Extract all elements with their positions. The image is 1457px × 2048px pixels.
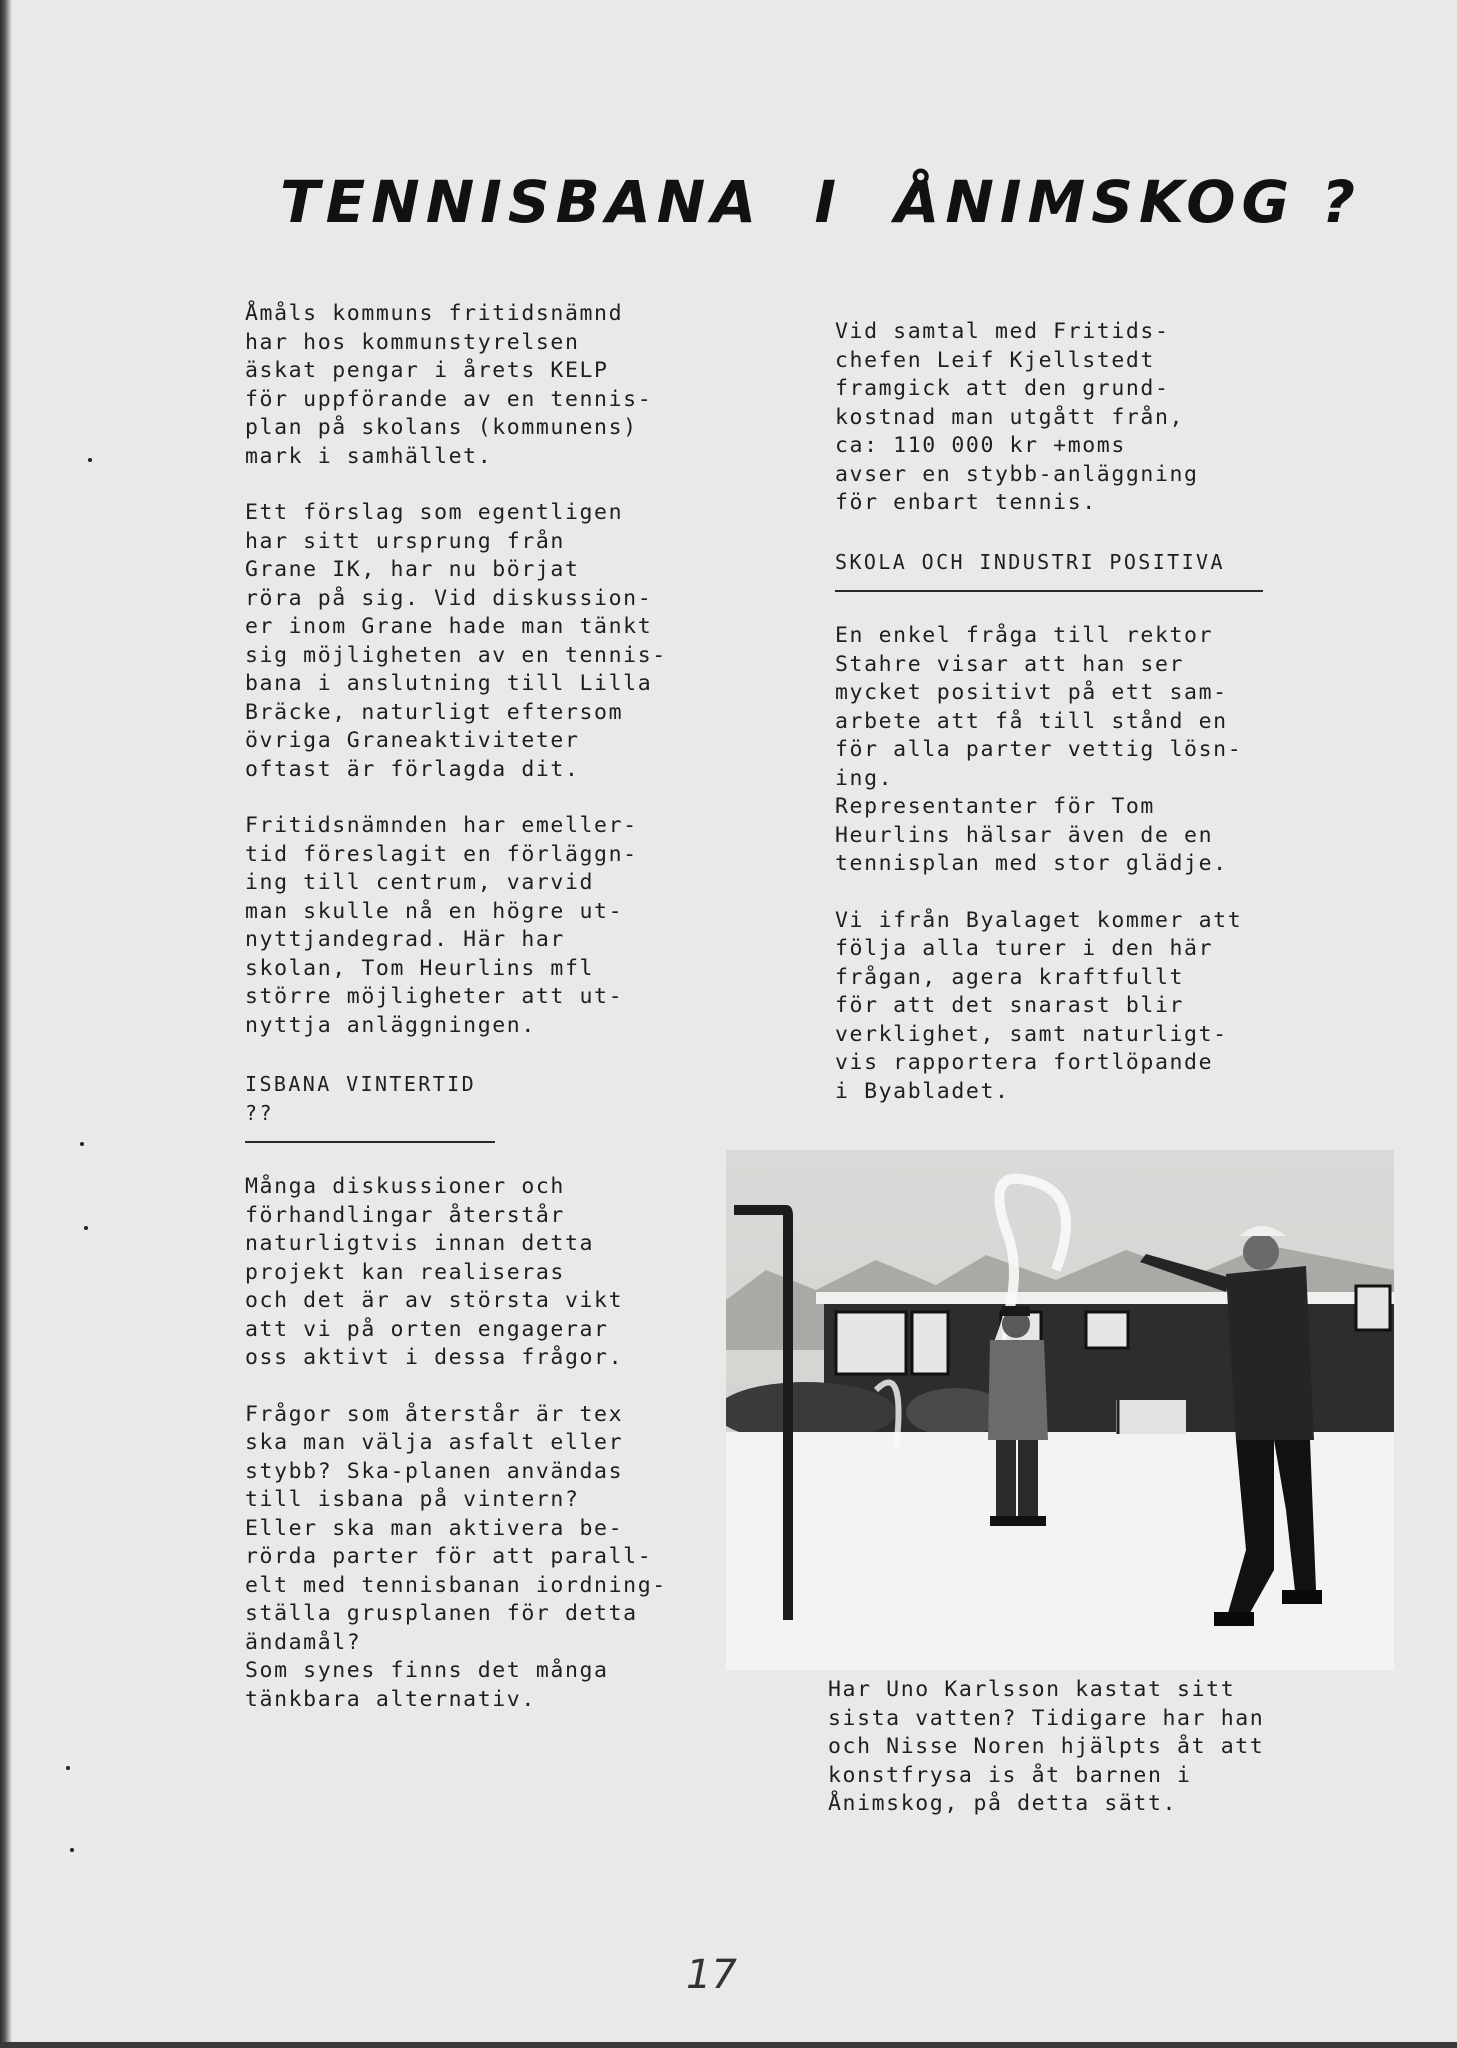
paragraph: Många diskussioner och förhandlingar återstår naturligtvis innan detta projekt kan realiseras och det är av största vikt att vi på orten engagerar oss aktivt i dessa frågor.: [245, 1174, 624, 1370]
paragraph: Vi ifrån Byalaget kommer att följa alla turer i den här frågan, agera kraftfullt för att det snarast blir verklighet, samt naturligt- vis rapportera fortlöpande i Byabladet.: [835, 907, 1243, 1104]
section-heading-isbana: ISBANA VINTERTID ??: [245, 1070, 495, 1143]
paragraph: En enkel fråga till rektor Stahre visar att han ser mycket positivt på ett sam- arbete att få till stånd en för alla parter vettig lösn- ing. Representanter för Tom Heurlins hälsar även de en tennisplan med stor glädje.: [835, 623, 1243, 876]
scan-speck: [70, 1848, 74, 1852]
scan-speck: [88, 458, 92, 462]
paragraph: Vid samtal med Fritids- chefen Leif Kjellstedt framgick att den grund- kostnad man utgått från, ca: 110 000 kr +moms avser en stybb-anläggning för enbart tennis.: [835, 319, 1199, 515]
paragraph: Frågor som återstår är tex ska man välja asfalt eller stybb? Ska-planen användas till isbana på vintern? Eller ska man aktivera be- rörda parter för att parall- elt med tennisbanan iordning- ställa grusplanen för detta ändamål? Som synes finns det många tänkbara alternativ.: [245, 1401, 667, 1712]
photo-caption: Har Uno Karlsson kastat sitt sista vatten? Tidigare har han och Nisse Noren hjälpts åt att konstfrysa is åt barnen i Ånimskog, på detta sätt.: [828, 1677, 1265, 1816]
left-column: [245, 300, 715, 1742]
page-bottom-edge: [0, 2042, 1457, 2048]
paragraph: Åmåls kommuns fritidsnämnd har hos kommunstyrelsen äskat pengar i årets KELP för uppförande av en tennis- plan på skolans (kommunens) mark i samhället.: [245, 301, 653, 469]
paragraph: Fritidsnämnden har emeller- tid föreslagit en förläggn- ing till centrum, varvid man skulle nå en högre ut- nyttjandegrad. Här har skolan, Tom Heurlins mfl större möjligheter att ut- nyttja anläggningen.: [245, 813, 638, 1038]
article-title: TENNISBANA I ÅNIMSKOG ?: [280, 168, 1361, 236]
section-heading-skola: SKOLA OCH INDUSTRI POSITIVA: [835, 548, 1263, 593]
paragraph: Ett förslag som egentligen har sitt ursprung från Grane IK, har nu börjat röra på sig. Vid diskussion- er inom Grane hade man tänkt sig möjligheten av en tennis- bana i anslutning till Lilla Bräcke, naturligt eftersom övriga Graneaktiviteter oftast är förlagda dit.: [245, 500, 667, 782]
page-edge: [0, 0, 12, 2048]
scan-speck: [66, 1766, 70, 1770]
snow-scene-photo: [726, 1150, 1394, 1670]
page-number: 17: [686, 1952, 737, 1998]
scan-speck: [80, 1142, 84, 1146]
scan-speck: [84, 1226, 88, 1230]
right-column: [835, 318, 1325, 1134]
